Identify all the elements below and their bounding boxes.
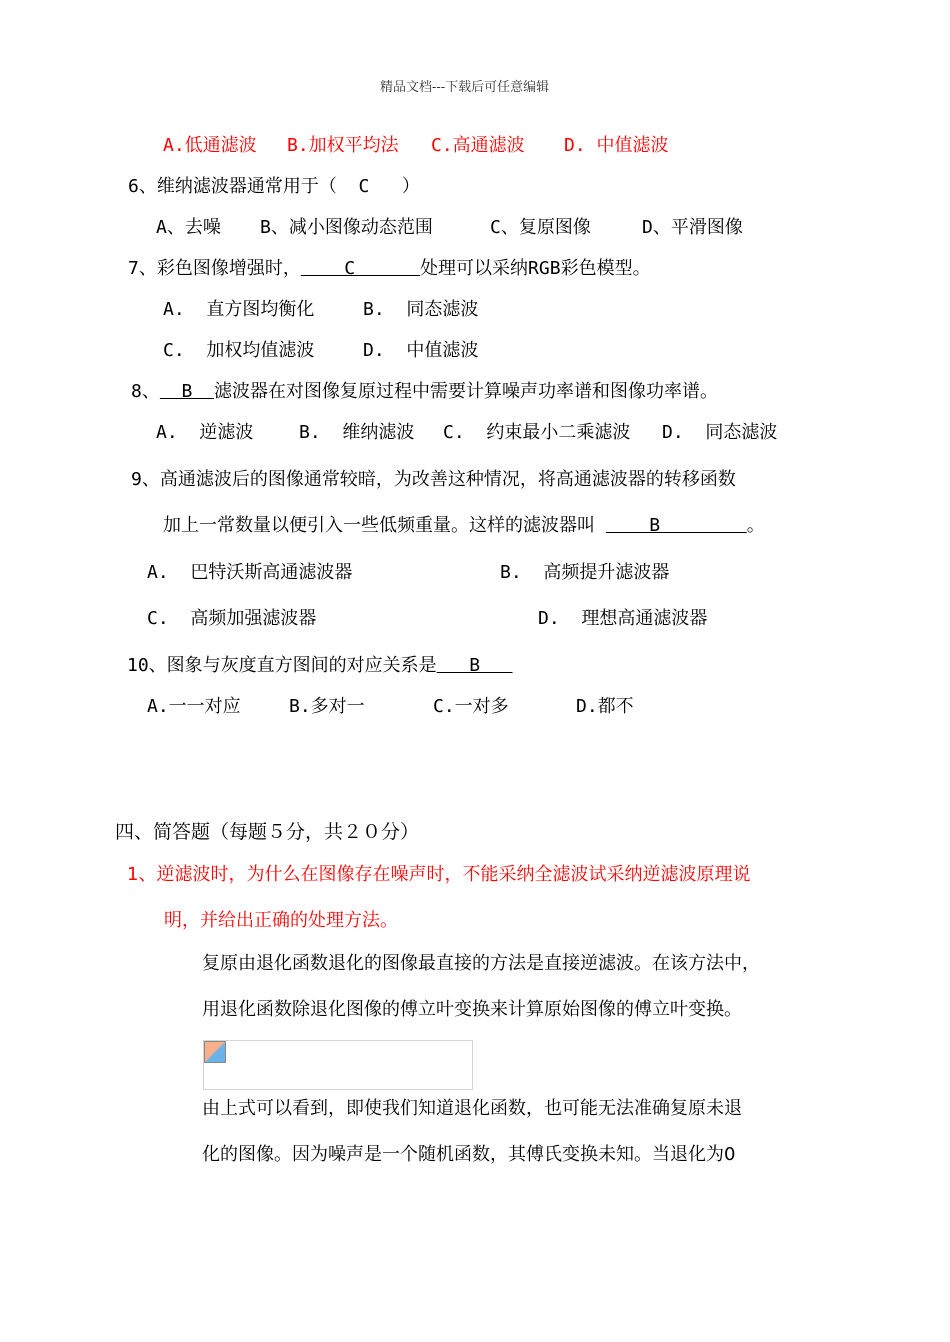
s4-answer-line-4: 化的图像。因为噪声是一个随机函数，其傅氏变换未知。当退化为0 xyxy=(202,1144,736,1165)
q9-line-1: 9、高通滤波后的图像通常较暗，为改善这种情况，将高通滤波器的转移函数 xyxy=(131,469,736,490)
q9-line-2-suffix: 。 xyxy=(746,515,765,536)
q8-stem xyxy=(131,380,718,404)
q10-option-d: D.都不 xyxy=(576,696,634,717)
q8-answer-blank: B xyxy=(159,381,215,402)
broken-image-icon xyxy=(204,1041,226,1063)
q8-suffix: 滤波器在对图像复原过程中需要计算噪声功率谱和图像功率谱。 xyxy=(214,381,719,402)
q9-line-2-prefix: 加上一常数量以便引入一些低频重量。这样的滤波器叫 xyxy=(163,515,606,536)
formula-image-placeholder xyxy=(203,1040,473,1090)
q10-prefix: 10、图象与灰度直方图间的对应关系是 xyxy=(127,655,437,676)
q6-option-d: D、平滑图像 xyxy=(642,217,743,238)
q6-option-a: A、去噪 xyxy=(156,217,221,238)
q8-option-d: D. 同态滤波 xyxy=(662,422,778,443)
q10-option-c: C.一对多 xyxy=(433,696,509,717)
q9-option-d: D. 理想高通滤波器 xyxy=(538,608,708,629)
q7-prefix: 7、彩色图像增强时， xyxy=(128,258,301,279)
q10-stem xyxy=(127,654,513,678)
section-4-title: 四、简答题（每题５分，共２０分） xyxy=(115,821,420,843)
q9-option-b: B. 高频提升滤波器 xyxy=(500,562,670,583)
s4-answer-line-2: 用退化函数除退化图像的傅立叶变换来计算原始图像的傅立叶变换。 xyxy=(202,999,742,1020)
q6-option-c: C、复原图像 xyxy=(490,217,591,238)
q7-option-a: A. 直方图均衡化 xyxy=(163,299,315,320)
q10-option-b: B.多对一 xyxy=(289,696,365,717)
q7-option-d: D. 中值滤波 xyxy=(363,340,479,361)
q10-answer-blank: B xyxy=(436,655,513,676)
q9-line-2 xyxy=(163,514,765,538)
q7-answer-blank: C xyxy=(300,258,421,279)
q8-option-c: C. 约束最小二乘滤波 xyxy=(443,422,631,443)
q6-option-b: B、减小图像动态范围 xyxy=(260,217,433,238)
q9-option-c: C. 高频加强滤波器 xyxy=(147,608,317,629)
q8-option-b: B. 维纳滤波 xyxy=(299,422,415,443)
q6-stem: 6、维纳滤波器通常用于（ C ） xyxy=(128,176,420,197)
q9-answer-blank: B xyxy=(605,515,747,536)
s4-q1-line-1: 1、逆滤波时，为什么在图像存在噪声时，不能采纳全滤波试采纳逆滤波原理说 xyxy=(127,864,751,885)
q7-option-b: B. 同态滤波 xyxy=(363,299,479,320)
q10-option-a: A.一一对应 xyxy=(147,696,241,717)
q7-stem xyxy=(128,257,651,281)
q8-prefix: 8、 xyxy=(131,381,160,402)
q7-option-c: C. 加权均值滤波 xyxy=(163,340,315,361)
q5-option-b: B.加权平均法 xyxy=(287,135,399,156)
q8-option-a: A. 逆滤波 xyxy=(156,422,254,443)
q5-option-c: C.高通滤波 xyxy=(431,135,525,156)
page-header: 精品文档---下载后可任意编辑 xyxy=(380,80,550,95)
q9-option-a: A. 巴特沃斯高通滤波器 xyxy=(147,562,353,583)
q7-suffix: 处理可以采纳RGB彩色模型。 xyxy=(420,258,651,279)
q5-option-d: D. 中值滤波 xyxy=(564,135,669,156)
s4-answer-line-1: 复原由退化函数退化的图像最直接的方法是直接逆滤波。在该方法中， xyxy=(202,953,760,974)
s4-answer-line-3: 由上式可以看到，即使我们知道退化函数，也可能无法准确复原未退 xyxy=(202,1098,742,1119)
s4-q1-line-2: 明，并给出正确的处理方法。 xyxy=(164,910,398,931)
q5-option-a: A.低通滤波 xyxy=(163,135,257,156)
